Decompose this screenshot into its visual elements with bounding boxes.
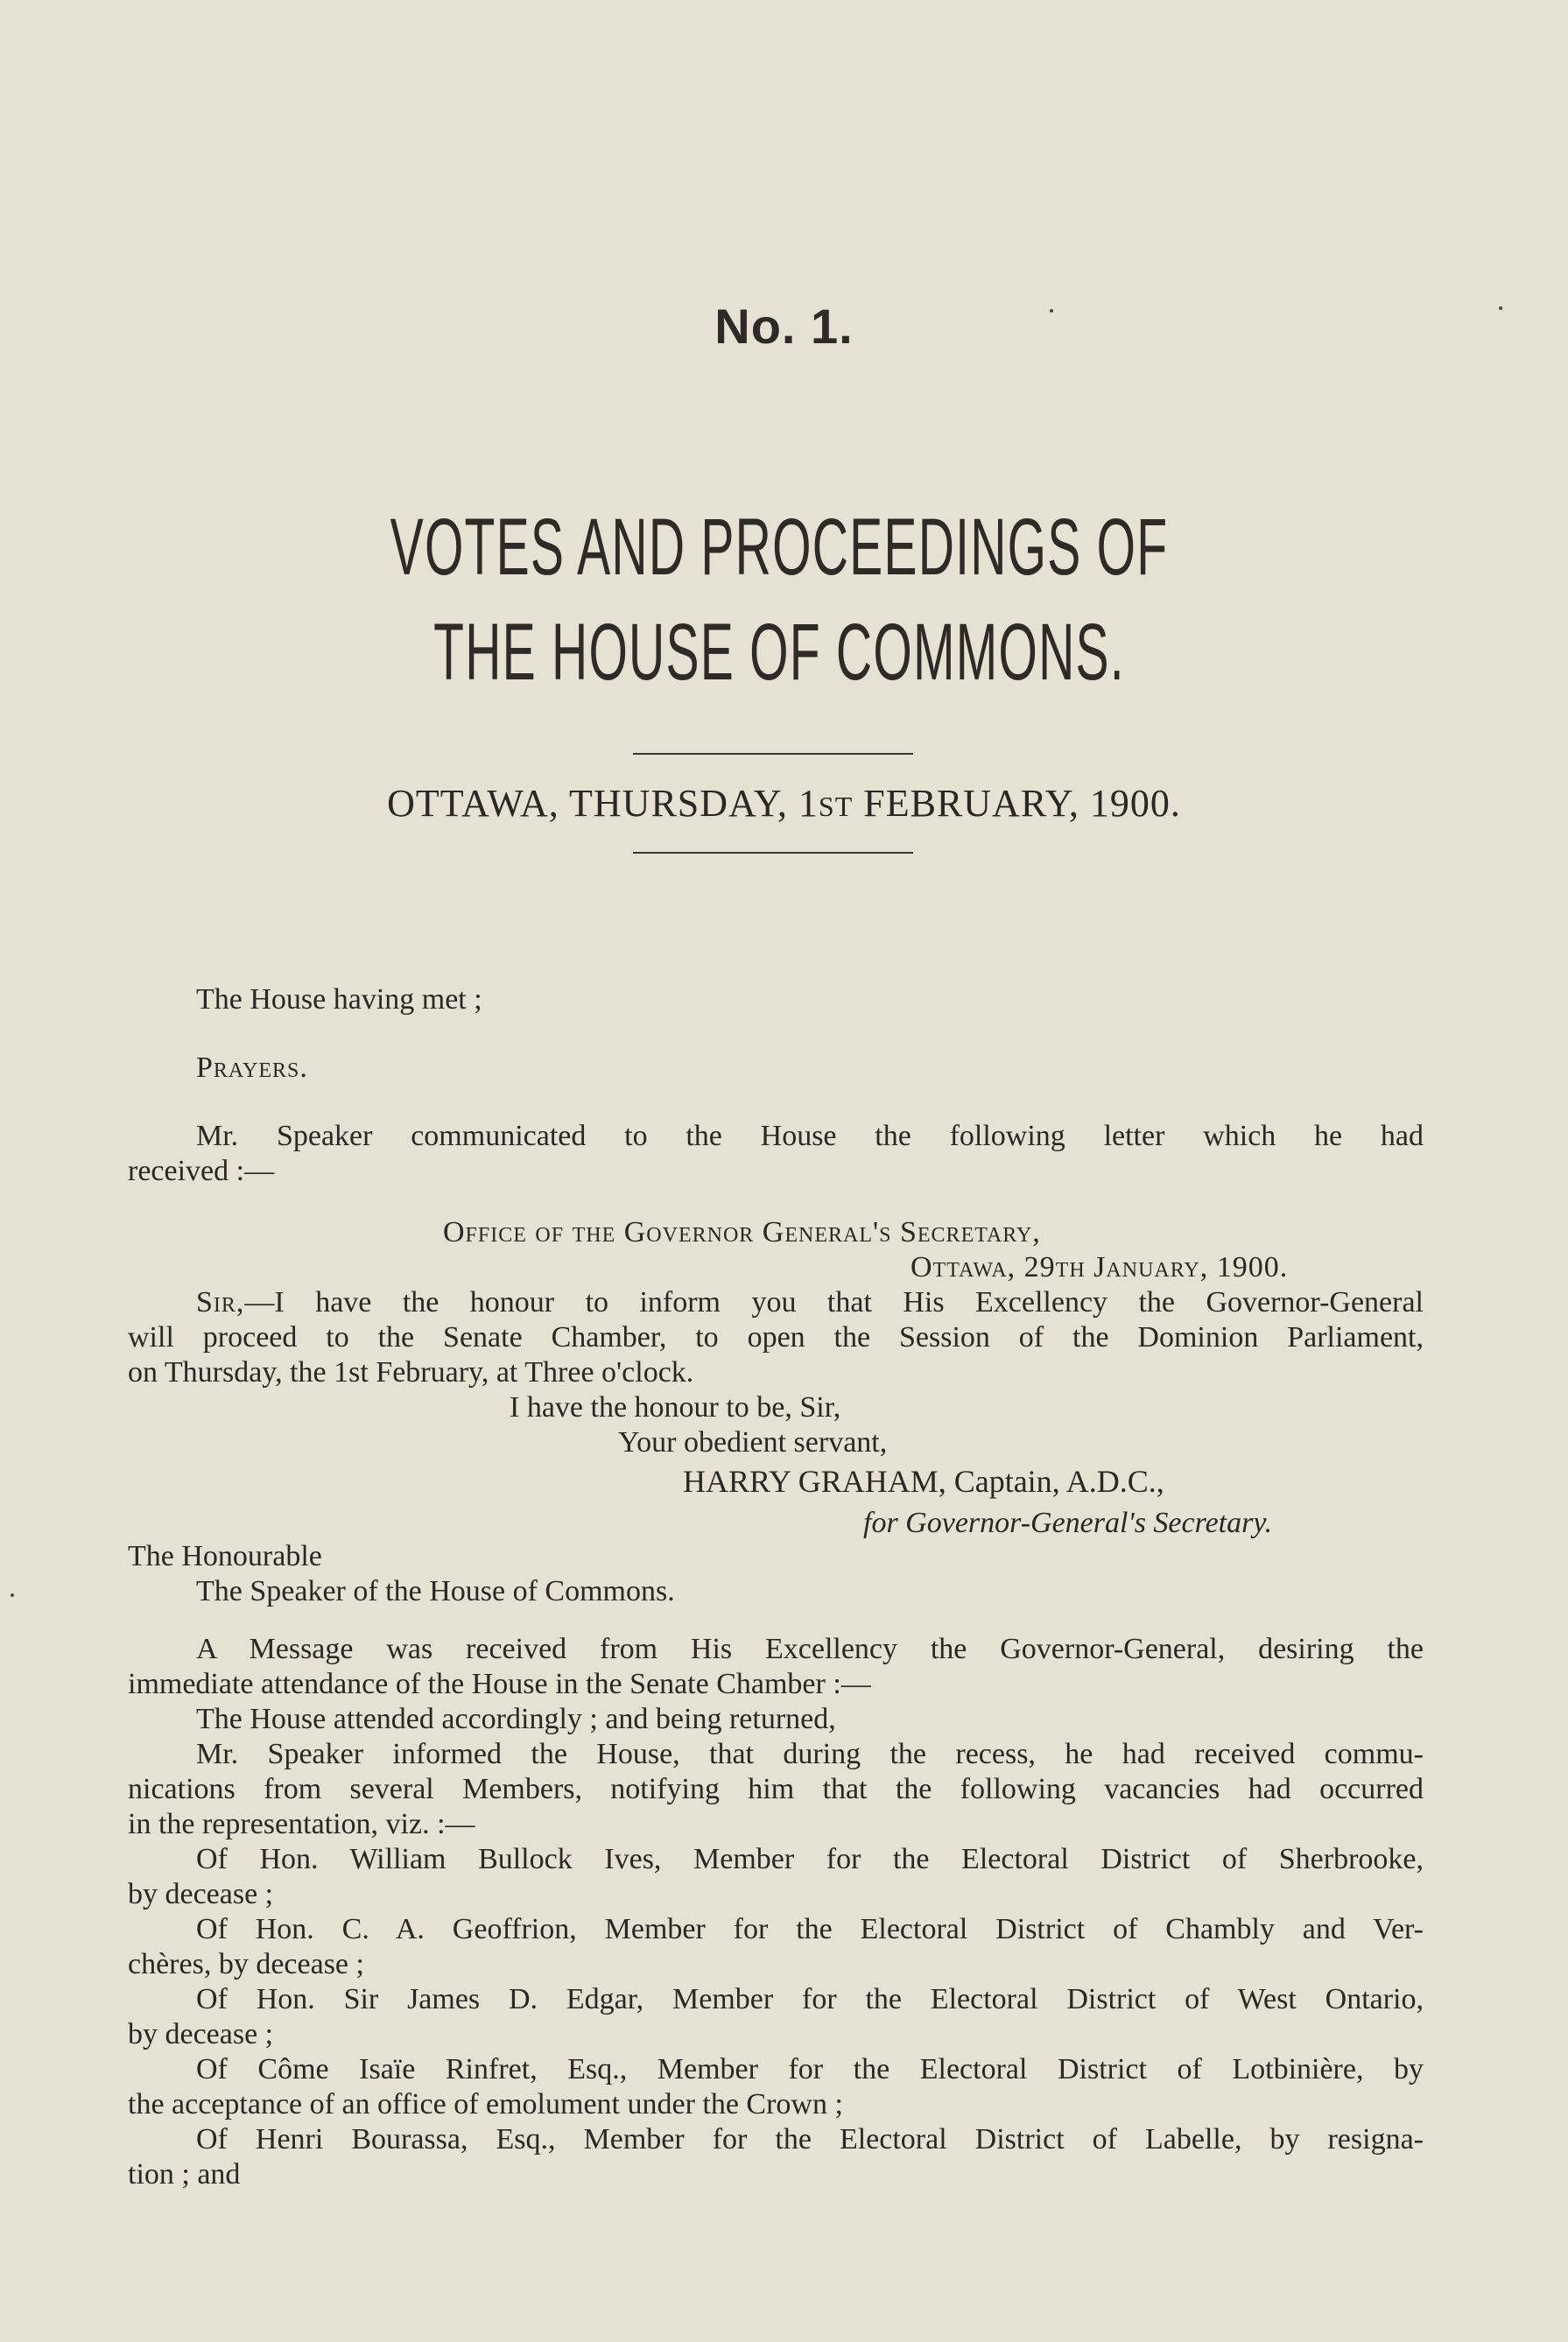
dateline-prefix: OTTAWA, THURSDAY, 1 <box>387 782 819 825</box>
letter-closing-2: Your obedient servant, <box>618 1426 888 1459</box>
letter-body-line-2: will proceed to the Senate Chamber, to open the Session of the Dominion Parliament, <box>128 1321 1424 1354</box>
dateline <box>0 781 1568 826</box>
document-title: VOTES AND PROCEEDINGS OF THE HOUSE OF COMMONS. <box>390 503 1169 697</box>
prayers-heading: Prayers. <box>196 1051 308 1084</box>
addressee-line-1: The Honourable <box>128 1540 322 1572</box>
rule-below-date <box>633 852 913 854</box>
informed-line-2: nications from several Members, notifying him that the following vacancies had occurred <box>128 1773 1424 1805</box>
addressee-line-2: The Speaker of the House of Commons. <box>196 1575 675 1607</box>
letter-closing-1: I have the honour to be, Sir, <box>510 1391 841 1424</box>
letter-place-date-text: Ottawa, 29th January, 1900. <box>911 1251 1289 1284</box>
message-line-1: A Message was received from His Excellency the Governor-General, desiring the <box>196 1633 1424 1665</box>
rule-above-date <box>633 753 913 755</box>
letter-body-1-text: —I have the honour to inform you that His Excellency the Governor-General <box>244 1286 1424 1319</box>
specks <box>11 1593 14 1597</box>
opening-line: The House having met ; <box>196 983 482 1016</box>
letter-salutation: Sir, <box>196 1286 245 1319</box>
vacancy-3-line-1: Of Hon. Sir James D. Edgar, Member for the Electoral District of West Ontario, <box>196 1983 1424 2015</box>
dateline-suffix: FEBRUARY, 1900. <box>853 782 1181 825</box>
specks <box>1050 309 1053 313</box>
dateline-ordinal: ST <box>818 791 854 822</box>
letter-signature-role: for Governor-General's Secretary. <box>863 1507 1273 1539</box>
vacancy-4-line-2: the acceptance of an office of emolument under the Crown ; <box>128 2088 843 2120</box>
vacancy-2-line-2: chères, by decease ; <box>128 1948 364 1980</box>
vacancy-1-line-2: by decease ; <box>128 1878 274 1910</box>
vacancy-5-line-1: Of Henri Bourassa, Esq., Member for the Electoral District of Labelle, by resigna- <box>196 2123 1424 2156</box>
message-line-2: immediate attendance of the House in the Senate Chamber :— <box>128 1668 871 1700</box>
letter-signature: HARRY GRAHAM, Captain, A.D.C., <box>683 1464 1164 1499</box>
vacancy-2-line-1: Of Hon. C. A. Geoffrion, Member for the Electoral District of Chambly and Ver- <box>196 1913 1424 1945</box>
vacancy-3-line-2: by decease ; <box>128 2018 274 2050</box>
vacancy-5-line-2: tion ; and <box>128 2158 241 2191</box>
letter-office: Office of the Governor General's Secretary, <box>443 1216 1041 1248</box>
informed-line-3: in the representation, viz. :— <box>128 1808 475 1840</box>
letter-place-date <box>911 1250 1288 1285</box>
attended-line: The House attended accordingly ; and being returned, <box>196 1703 836 1735</box>
speaker-communication-line-1: Mr. Speaker communicated to the House the following letter which he had <box>196 1120 1424 1152</box>
speaker-communication-line-2: received :— <box>128 1155 275 1187</box>
letter-body-line-1 <box>128 1285 1424 1320</box>
vacancy-4-line-1: Of Côme Isaïe Rinfret, Esq., Member for the Electoral District of Lotbinière, by <box>196 2053 1424 2085</box>
specks <box>1499 306 1502 310</box>
document-number: No. 1. <box>714 299 854 354</box>
letter-body-line-3: on Thursday, the 1st February, at Three o'clock. <box>128 1356 694 1389</box>
vacancy-1-line-1: Of Hon. William Bullock Ives, Member for the Electoral District of Sherbrooke, <box>196 1843 1424 1875</box>
informed-line-1: Mr. Speaker informed the House, that during the recess, he had received commu- <box>196 1738 1424 1770</box>
